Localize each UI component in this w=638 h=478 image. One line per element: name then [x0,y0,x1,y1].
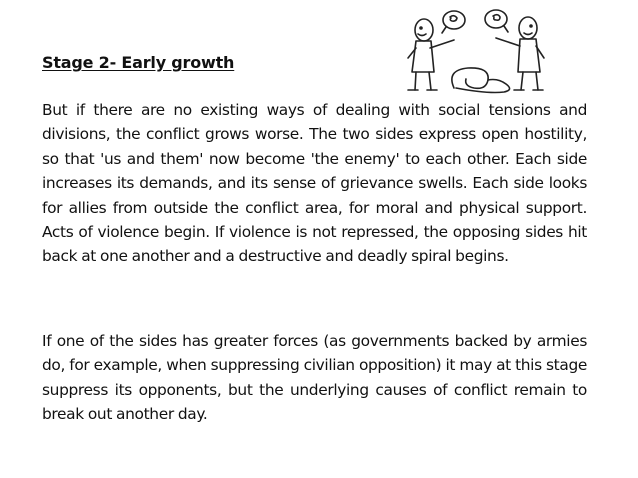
slide-title: Stage 2- Early growth [42,53,235,72]
arguing-figures-cartoon-icon [396,6,556,96]
paragraph-early-growth: But if there are no existing ways of dealing with social tensions and divisions, the conflict grows worse. The two sides express open hostility, so that 'us and them' now become 'the enemy' to each other. Each side increases its demands, and its sense of grievance swells. Each side looks for allies from outside the conflict area, for moral and physical support. Acts of violence begin. If violence is not repressed, the opposing sides hit back at one another and a destructive and deadly spiral begins. [42,101,587,266]
paragraph-suppression: If one of the sides has greater forces (as governments backed by armies do, for example, when suppressing civilian opposition) it may at this stage suppress its opponents, but the underlying causes of conflict remain to break out another day. [42,332,587,424]
